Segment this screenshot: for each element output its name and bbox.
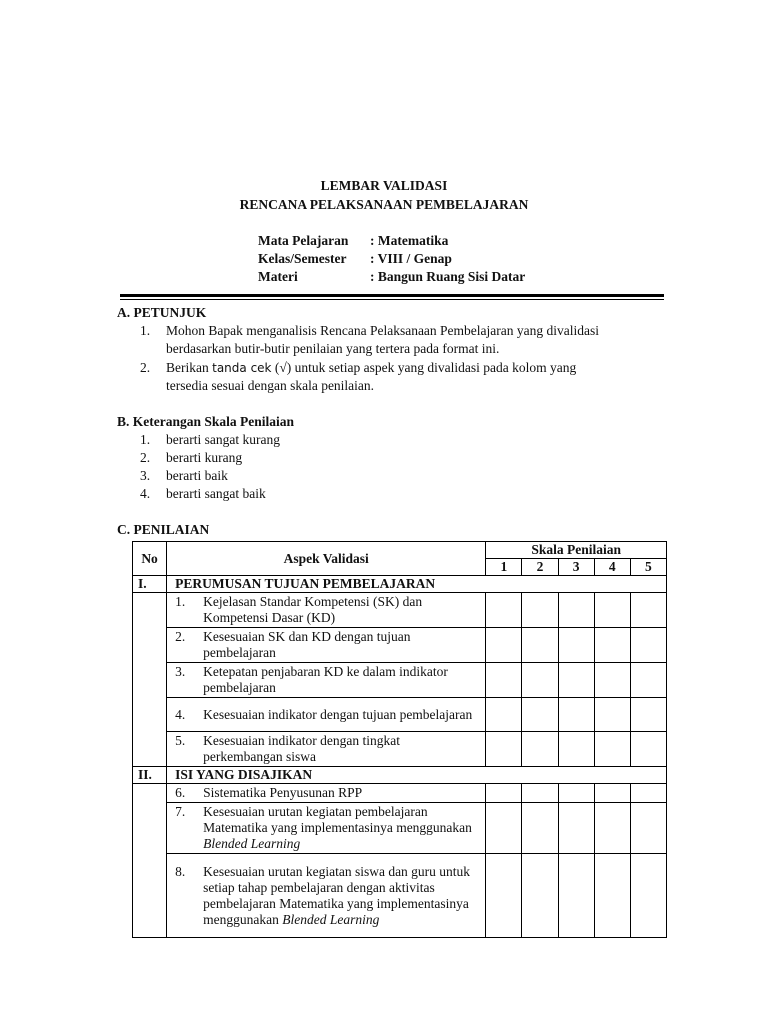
item-number: 8. — [175, 863, 186, 879]
table-row — [133, 663, 667, 698]
item-number: 2. — [175, 629, 186, 644]
score-cell[interactable] — [630, 854, 666, 938]
group-title: PERUMUSAN TUJUAN PEMBELAJARAN — [167, 576, 667, 593]
score-cell[interactable] — [558, 698, 594, 732]
score-cell[interactable] — [522, 732, 558, 767]
score-cell[interactable] — [486, 732, 522, 767]
meta-value: : Matematika — [370, 233, 449, 248]
score-cell[interactable] — [594, 663, 630, 698]
scale-header-5: 5 — [630, 559, 666, 576]
list-text-tanda: tanda cek — [212, 361, 272, 375]
score-cell[interactable] — [486, 698, 522, 732]
score-cell[interactable] — [630, 784, 666, 803]
item-text: Kejelasan Standar Kompetensi (SK) dan Kompetensi Dasar (KD) — [203, 594, 423, 625]
group-number: I. — [133, 576, 167, 593]
score-cell[interactable] — [486, 663, 522, 698]
score-cell[interactable] — [558, 854, 594, 938]
group-number: II. — [133, 767, 167, 784]
score-cell[interactable] — [558, 663, 594, 698]
meta-key: Materi — [258, 269, 298, 284]
skala-item — [140, 450, 242, 466]
table-header-no: No — [133, 542, 167, 576]
table-row — [133, 698, 667, 732]
score-cell[interactable] — [486, 628, 522, 663]
group-row-1 — [133, 576, 667, 593]
section-c-heading: C. PENILAIAN — [117, 522, 210, 537]
score-cell[interactable] — [522, 663, 558, 698]
item-text: Kesesuaian indikator dengan tujuan pembelajaran — [203, 706, 473, 722]
score-cell[interactable] — [594, 732, 630, 767]
scale-header-4: 4 — [594, 559, 630, 576]
meta-materi — [258, 269, 525, 285]
list-number: 1. — [140, 432, 151, 447]
score-cell[interactable] — [522, 784, 558, 803]
item-text: Ketepatan penjabaran KD ke dalam indikator pembelajaran — [203, 664, 448, 695]
score-cell[interactable] — [630, 803, 666, 854]
score-cell[interactable] — [594, 803, 630, 854]
scale-header-1: 1 — [486, 559, 522, 576]
item-text: Sistematika Penyusunan RPP — [203, 785, 363, 800]
meta-mata-pelajaran — [258, 233, 448, 249]
table-row — [133, 854, 667, 938]
score-cell[interactable] — [522, 593, 558, 628]
header-divider-thick — [120, 294, 664, 297]
validation-table — [132, 541, 667, 938]
table-row — [133, 732, 667, 767]
item-number: 5. — [175, 733, 186, 748]
item-text: Kesesuaian urutan kegiatan siswa dan guru untuk setiap tahap pembelajaran dengan aktivitas pembelajaran Matematika yang implementasinya menggunakan — [203, 863, 471, 927]
meta-value: : Bangun Ruang Sisi Datar — [370, 269, 526, 284]
group-title: ISI YANG DISAJIKAN — [167, 767, 667, 784]
header-divider-thin — [120, 299, 664, 300]
meta-value: : VIII / Genap — [370, 251, 452, 266]
score-cell[interactable] — [486, 803, 522, 854]
score-cell[interactable] — [558, 803, 594, 854]
score-cell[interactable] — [594, 784, 630, 803]
score-cell[interactable] — [522, 698, 558, 732]
score-cell[interactable] — [630, 732, 666, 767]
item-number: 1. — [175, 594, 186, 609]
list-number: 2. — [140, 360, 151, 375]
scale-header-3: 3 — [558, 559, 594, 576]
document-title: LEMBAR VALIDASI — [320, 178, 448, 193]
document-subtitle: RENCANA PELAKSANAAN PEMBELAJARAN — [239, 197, 529, 212]
score-cell[interactable] — [522, 854, 558, 938]
score-cell[interactable] — [630, 663, 666, 698]
score-cell[interactable] — [522, 803, 558, 854]
table-header-skala: Skala Penilaian — [486, 542, 667, 559]
petunjuk-item-2-cont: tersedia sesuai dengan skala penilaian. — [166, 378, 375, 393]
scale-header-2: 2 — [522, 559, 558, 576]
meta-kelas-semester — [258, 251, 452, 267]
item-text: Kesesuaian SK dan KD dengan tujuan pembelajaran — [203, 629, 411, 660]
score-cell[interactable] — [594, 698, 630, 732]
table-row — [133, 593, 667, 628]
list-number: 1. — [140, 323, 151, 338]
list-text-pre: Berikan — [166, 360, 213, 375]
score-cell[interactable] — [558, 628, 594, 663]
item-text-italic: Blended Learning — [282, 911, 380, 927]
list-number: 4. — [140, 486, 151, 501]
list-text-post: (√) untuk setiap aspek yang divalidasi pada kolom yang — [271, 360, 577, 375]
petunjuk-item-1-cont: berdasarkan butir-butir penilaian yang tertera pada format ini. — [166, 341, 500, 356]
table-row — [133, 628, 667, 663]
table-header-aspek: Aspek Validasi — [167, 542, 486, 576]
meta-key: Kelas/Semester — [258, 251, 347, 266]
petunjuk-item-1 — [140, 323, 599, 339]
list-number: 3. — [140, 468, 151, 483]
section-b-heading: B. Keterangan Skala Penilaian — [117, 414, 295, 429]
score-cell[interactable] — [486, 854, 522, 938]
item-number: 7. — [175, 804, 186, 819]
score-cell[interactable] — [558, 593, 594, 628]
item-number: 4. — [175, 706, 186, 722]
petunjuk-item-2 — [140, 360, 576, 376]
score-cell[interactable] — [630, 698, 666, 732]
table-row — [133, 784, 667, 803]
meta-key: Mata Pelajaran — [258, 233, 349, 248]
section-a-heading: A. PETUNJUK — [117, 305, 207, 320]
list-text: Mohon Bapak menganalisis Rencana Pelaksanaan Pembelajaran yang divalidasi — [166, 323, 599, 338]
score-cell[interactable] — [522, 628, 558, 663]
score-cell[interactable] — [594, 854, 630, 938]
skala-item — [140, 432, 280, 448]
score-cell[interactable] — [486, 593, 522, 628]
list-text: berarti baik — [166, 468, 228, 483]
item-text: Kesesuaian urutan kegiatan pembelajaran Matematika yang implementasinya menggunakan — [203, 804, 472, 835]
list-text: berarti sangat baik — [166, 486, 266, 501]
item-number: 3. — [175, 664, 186, 679]
list-number: 2. — [140, 450, 151, 465]
list-text: berarti kurang — [166, 450, 243, 465]
score-cell[interactable] — [630, 593, 666, 628]
item-number: 6. — [175, 785, 186, 800]
score-cell[interactable] — [594, 593, 630, 628]
score-cell[interactable] — [630, 628, 666, 663]
score-cell[interactable] — [594, 628, 630, 663]
score-cell[interactable] — [558, 784, 594, 803]
list-text: berarti sangat kurang — [166, 432, 280, 447]
item-text-italic: Blended Learning — [203, 836, 301, 851]
item-text: Kesesuaian indikator dengan tingkat perkembangan siswa — [203, 733, 400, 764]
skala-item — [140, 468, 228, 484]
score-cell[interactable] — [558, 732, 594, 767]
table-row — [133, 803, 667, 854]
score-cell[interactable] — [486, 784, 522, 803]
group-row-2 — [133, 767, 667, 784]
skala-item — [140, 486, 266, 502]
